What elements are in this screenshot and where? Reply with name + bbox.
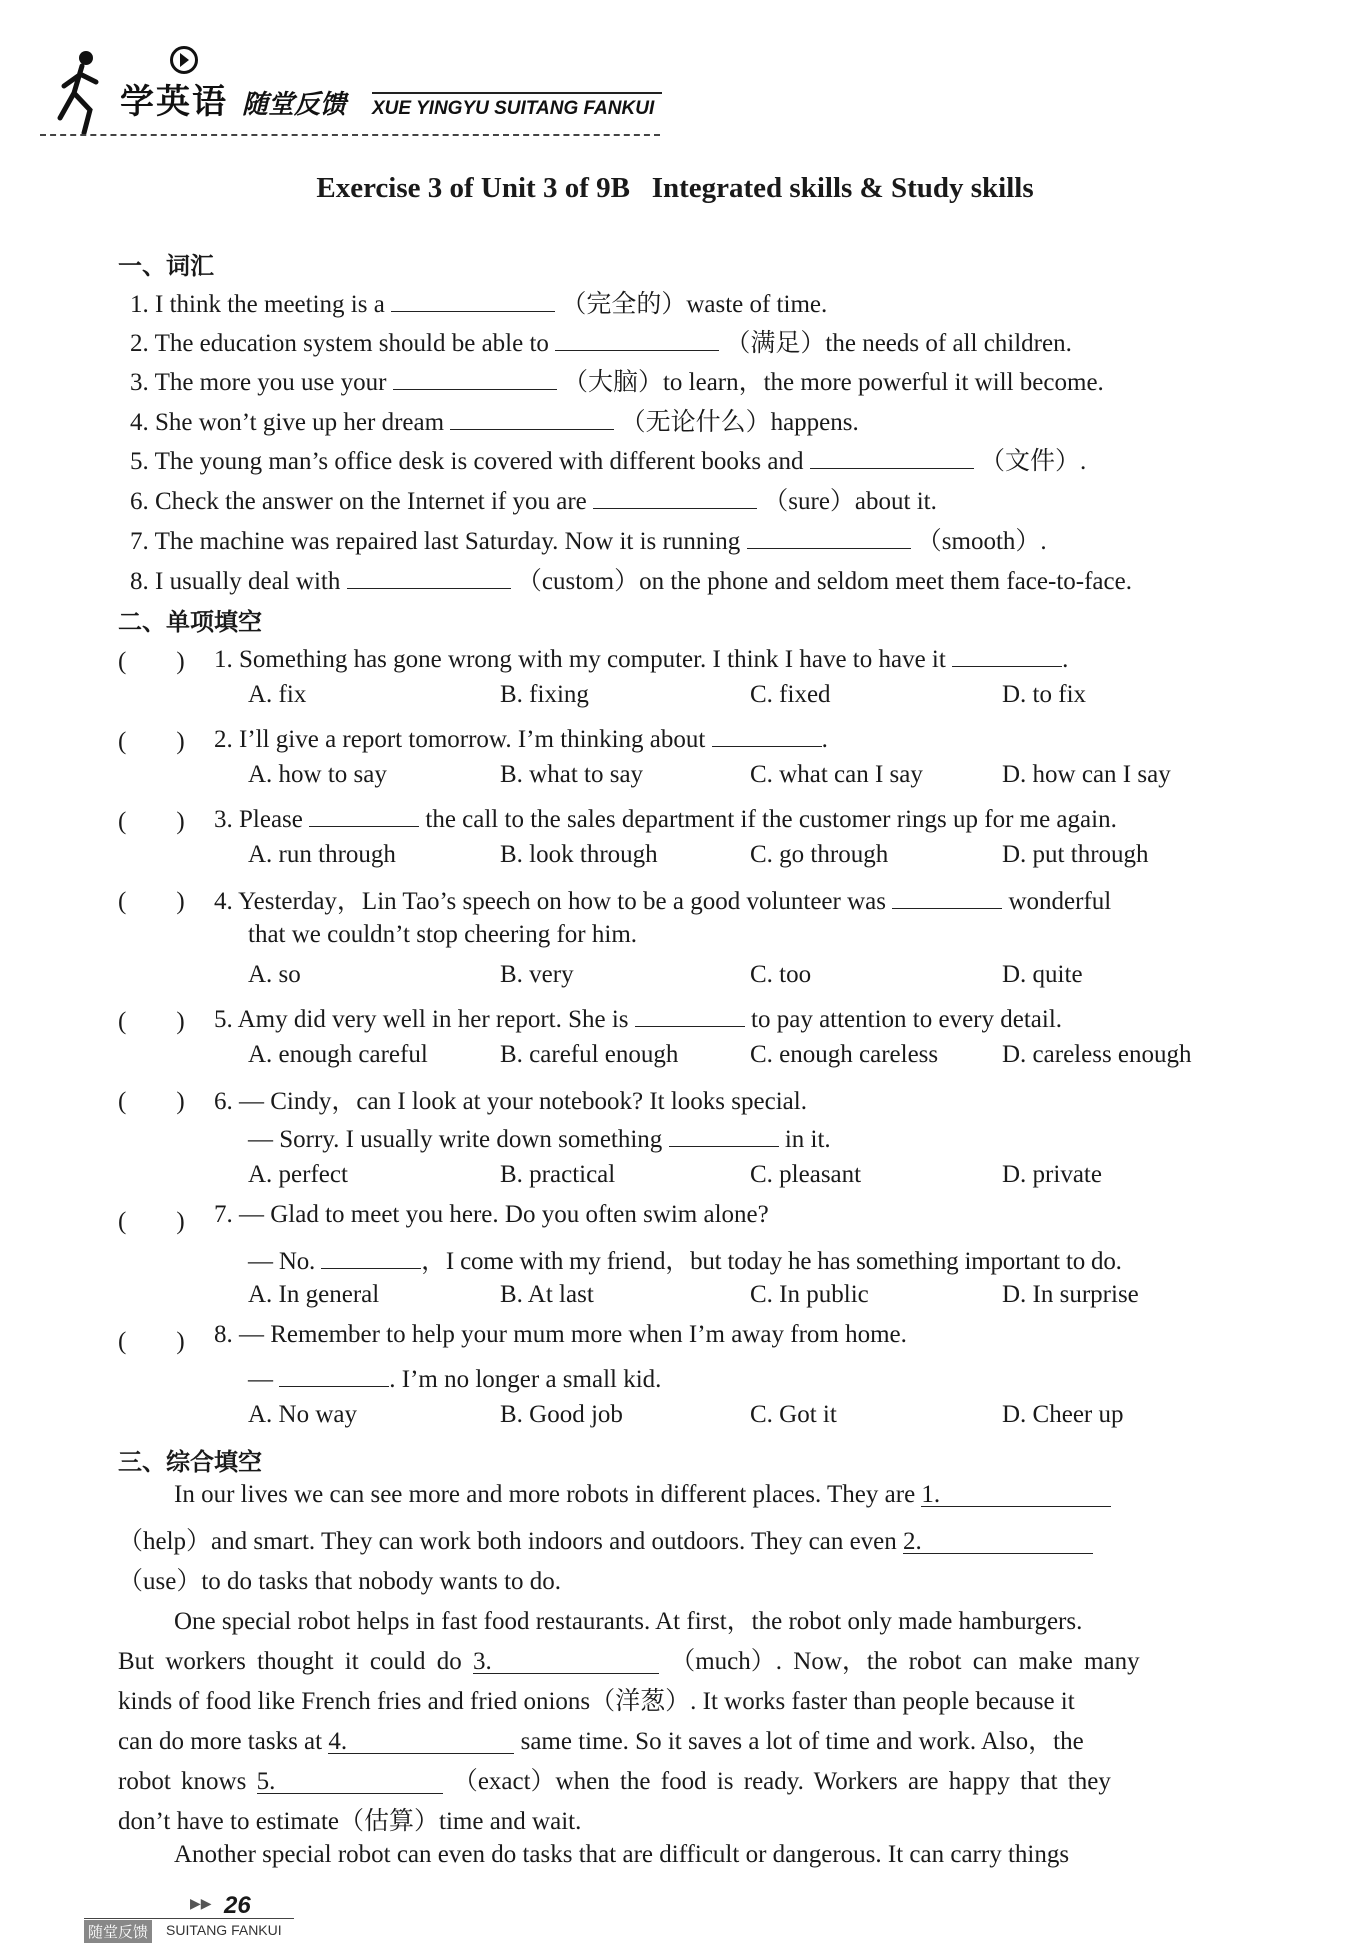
- brand-rule: [372, 92, 662, 94]
- section-vocab-heading: 一、词汇: [118, 252, 214, 280]
- choice-question-1: 1. Something has gone wrong with my computer. I think I have to have it .: [214, 641, 1068, 674]
- answer-paren-3[interactable]: ( ): [118, 808, 185, 835]
- cloze-blank-3[interactable]: 3.: [473, 1648, 659, 1674]
- choice-1-option-a[interactable]: A. fix: [248, 681, 307, 708]
- choice-8-option-c[interactable]: C. Got it: [750, 1401, 837, 1428]
- choice-3-option-c[interactable]: C. go through: [750, 841, 889, 868]
- footer-english: SUITANG FANKUI: [166, 1922, 282, 1938]
- vocab-blank-2[interactable]: [555, 325, 719, 351]
- choice-blank-2: [712, 721, 822, 747]
- choice-1-option-c[interactable]: C. fixed: [750, 681, 831, 708]
- choice-8-option-d[interactable]: D. Cheer up: [1002, 1401, 1124, 1428]
- vocab-item-8: 8. I usually deal with （custom）on the phone and seldom meet them face-to-face.: [130, 561, 1132, 597]
- choice-7-option-a[interactable]: A. In general: [248, 1281, 380, 1308]
- choice-question-4-cont: that we couldn’t stop cheering for him.: [248, 921, 638, 948]
- answer-paren-7[interactable]: ( ): [118, 1208, 185, 1235]
- choice-5-option-d[interactable]: D. careless enough: [1002, 1041, 1192, 1068]
- choice-question-6: 6. — Cindy，can I look at your notebook? It looks special.: [214, 1088, 807, 1115]
- cloze-line-3: （use）to do tasks that nobody wants to do.: [118, 1568, 562, 1595]
- choice-7-option-b[interactable]: B. At last: [500, 1281, 594, 1308]
- choice-7-option-d[interactable]: D. In surprise: [1002, 1281, 1139, 1308]
- vocab-blank-1[interactable]: [391, 286, 555, 312]
- choice-3-option-a[interactable]: A. run through: [248, 841, 396, 868]
- play-icon: [170, 46, 198, 74]
- vocab-blank-8[interactable]: [347, 563, 511, 589]
- section-choice-heading: 二、单项填空: [118, 608, 262, 636]
- choice-7-option-c[interactable]: C. In public: [750, 1281, 869, 1308]
- answer-paren-2[interactable]: ( ): [118, 728, 185, 755]
- choice-2-option-d[interactable]: D. how can I say: [1002, 761, 1171, 788]
- choice-5-option-b[interactable]: B. careful enough: [500, 1041, 679, 1068]
- choice-4-option-d[interactable]: D. quite: [1002, 961, 1083, 988]
- choice-question-2: 2. I’ll give a report tomorrow. I’m thinking about .: [214, 721, 828, 754]
- cloze-blank-2[interactable]: 2.: [903, 1528, 1093, 1554]
- choice-blank-6: [669, 1121, 779, 1147]
- cloze-blank-4[interactable]: 4.: [328, 1728, 514, 1754]
- brand-english: XUE YINGYU SUITANG FANKUI: [372, 98, 655, 119]
- cloze-line-7: can do more tasks at 4. same time. So it saves a lot of time and work. Also，the: [118, 1728, 1084, 1755]
- choice-3-option-d[interactable]: D. put through: [1002, 841, 1149, 868]
- cloze-line-5: But workers thought it could do 3. （much）. Now，the robot can make many: [118, 1648, 1140, 1675]
- choice-1-option-d[interactable]: D. to fix: [1002, 681, 1087, 708]
- vocab-item-2: 2. The education system should be able to （满足）the needs of all children.: [130, 323, 1072, 359]
- choice-4-option-a[interactable]: A. so: [248, 961, 301, 988]
- choice-question-7-reply: — No. ，I come with my friend，but today he has something important to do.: [248, 1241, 1122, 1277]
- section-cloze-heading: 三、综合填空: [118, 1448, 262, 1476]
- choice-blank-7: [321, 1243, 421, 1269]
- choice-question-5: 5. Amy did very well in her report. She is to pay attention to every detail.: [214, 1001, 1062, 1034]
- choice-blank-4: [892, 883, 1002, 909]
- cloze-line-9: don’t have to estimate（估算）time and wait.: [118, 1808, 582, 1835]
- runner-icon: [52, 48, 112, 138]
- vocab-item-5: 5. The young man’s office desk is covered with different books and （文件）.: [130, 441, 1086, 477]
- choice-question-4: 4. Yesterday，Lin Tao’s speech on how to be a good volunteer was wonderful: [214, 881, 1111, 917]
- choice-5-option-a[interactable]: A. enough careful: [248, 1041, 428, 1068]
- page-number: 26: [224, 1892, 251, 1919]
- choice-3-option-b[interactable]: B. look through: [500, 841, 658, 868]
- cloze-line-6: kinds of food like French fries and fried onions（洋葱）. It works faster than people because it: [118, 1688, 1075, 1715]
- choice-question-6-reply: — Sorry. I usually write down something in it.: [248, 1121, 831, 1154]
- cloze-line-10: Another special robot can even do tasks that are difficult or dangerous. It can carry things: [174, 1841, 1070, 1868]
- choice-8-option-a[interactable]: A. No way: [248, 1401, 358, 1428]
- brand-title: 学英语: [120, 82, 228, 122]
- vocab-blank-5[interactable]: [810, 443, 974, 469]
- vocab-blank-7[interactable]: [747, 523, 911, 549]
- choice-question-3: 3. Please the call to the sales department if the customer rings up for me again.: [214, 801, 1117, 834]
- cloze-line-4: One special robot helps in fast food restaurants. At first，the robot only made hamburgers.: [174, 1608, 1083, 1635]
- choice-4-option-b[interactable]: B. very: [500, 961, 574, 988]
- vocab-blank-3[interactable]: [393, 364, 557, 390]
- footer-badge: 随堂反馈: [84, 1920, 152, 1943]
- choice-blank-3: [309, 801, 419, 827]
- choice-blank-1: [952, 641, 1062, 667]
- brand-subtitle: 随堂反馈: [242, 90, 347, 120]
- cloze-line-2: （help）and smart. They can work both indoors and outdoors. They can even 2.: [118, 1521, 1093, 1557]
- header-divider: [40, 134, 660, 136]
- choice-6-option-a[interactable]: A. perfect: [248, 1161, 348, 1188]
- answer-paren-1[interactable]: ( ): [118, 648, 185, 675]
- vocab-item-3: 3. The more you use your （大脑）to learn，the more powerful it will become.: [130, 362, 1104, 398]
- choice-2-option-c[interactable]: C. what can I say: [750, 761, 923, 788]
- choice-6-option-d[interactable]: D. private: [1002, 1161, 1102, 1188]
- answer-paren-8[interactable]: ( ): [118, 1328, 185, 1355]
- page-title: Exercise 3 of Unit 3 of 9B Integrated skills & Study skills: [316, 172, 1034, 204]
- page-arrows-icon: ▶▶: [190, 1897, 212, 1912]
- cloze-line-8: robot knows 5. （exact）when the food is ready. Workers are happy that they: [118, 1768, 1111, 1795]
- vocab-item-1: 1. I think the meeting is a （完全的）waste of time.: [130, 284, 827, 320]
- choice-blank-8: [279, 1361, 389, 1387]
- cloze-blank-1[interactable]: 1.: [921, 1481, 1111, 1507]
- choice-6-option-b[interactable]: B. practical: [500, 1161, 616, 1188]
- answer-paren-6[interactable]: ( ): [118, 1088, 185, 1115]
- choice-2-option-b[interactable]: B. what to say: [500, 761, 644, 788]
- footer-rule: [84, 1918, 294, 1919]
- choice-2-option-a[interactable]: A. how to say: [248, 761, 387, 788]
- book-header: [52, 40, 672, 140]
- choice-4-option-c[interactable]: C. too: [750, 961, 812, 988]
- vocab-blank-6[interactable]: [593, 483, 757, 509]
- choice-question-8: 8. — Remember to help your mum more when I’m away from home.: [214, 1321, 907, 1348]
- vocab-item-4: 4. She won’t give up her dream （无论什么）happens.: [130, 402, 859, 438]
- choice-1-option-b[interactable]: B. fixing: [500, 681, 589, 708]
- cloze-line-1: In our lives we can see more and more robots in different places. They are 1.: [174, 1481, 1111, 1509]
- choice-5-option-c[interactable]: C. enough careless: [750, 1041, 939, 1068]
- choice-question-8-reply: — . I’m no longer a small kid.: [248, 1361, 661, 1394]
- vocab-item-6: 6. Check the answer on the Internet if you are （sure）about it.: [130, 481, 937, 517]
- answer-paren-5[interactable]: ( ): [118, 1008, 185, 1035]
- choice-question-7: 7. — Glad to meet you here. Do you often swim alone?: [214, 1201, 769, 1228]
- cloze-blank-5[interactable]: 5.: [257, 1768, 443, 1794]
- vocab-item-7: 7. The machine was repaired last Saturday. Now it is running （smooth）.: [130, 521, 1047, 557]
- choice-6-option-c[interactable]: C. pleasant: [750, 1161, 862, 1188]
- choice-8-option-b[interactable]: B. Good job: [500, 1401, 623, 1428]
- vocab-blank-4[interactable]: [450, 404, 614, 430]
- choice-blank-5: [635, 1001, 745, 1027]
- answer-paren-4[interactable]: ( ): [118, 888, 185, 915]
